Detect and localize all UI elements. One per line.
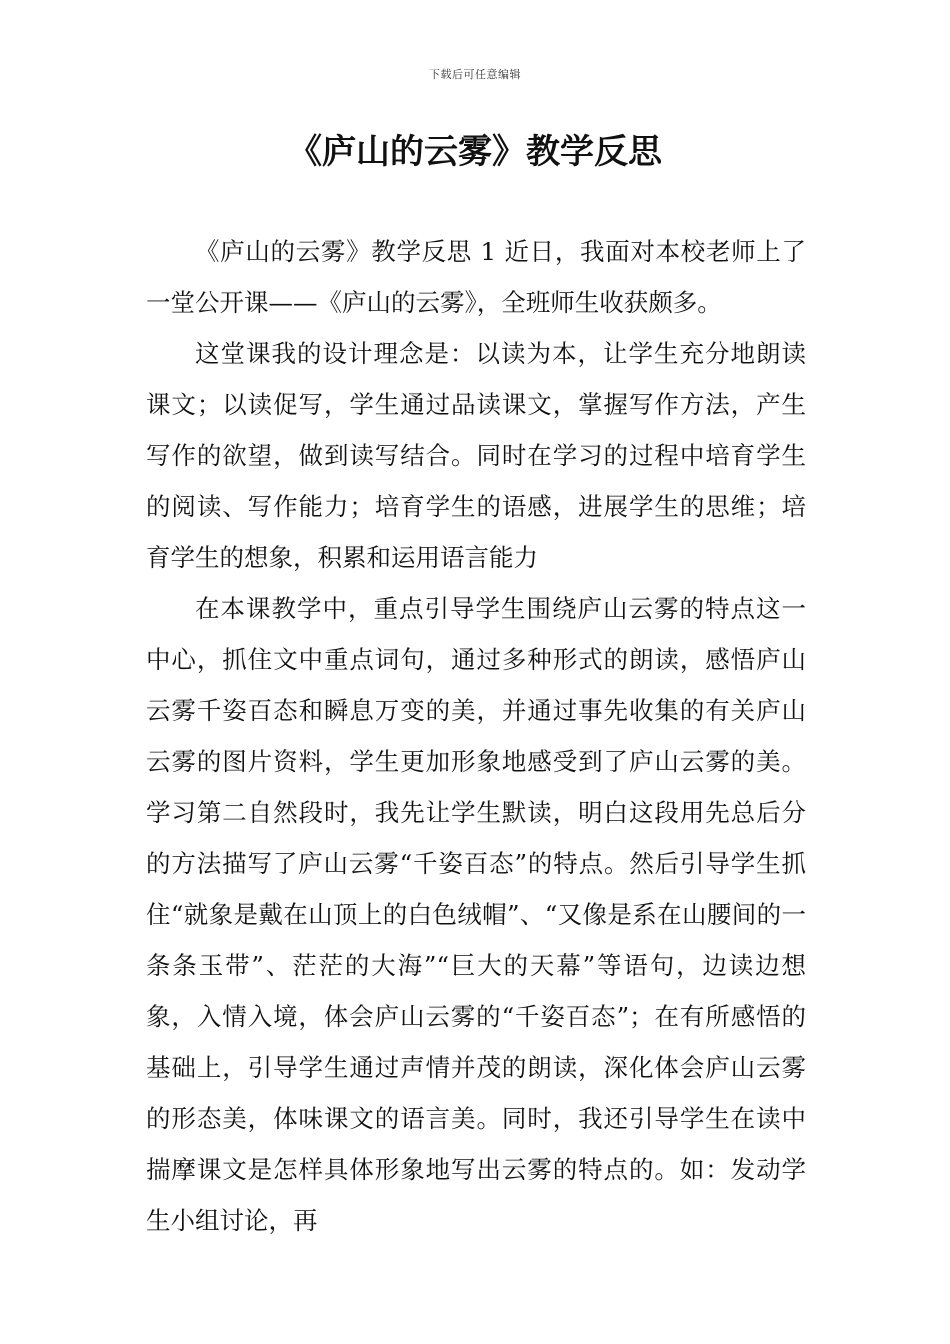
document-body	[146, 226, 806, 1246]
document-title: 《庐山的云雾》教学反思	[288, 132, 662, 172]
header-note: 下载后可任意编辑	[429, 68, 521, 81]
paragraph: 《庐山的云雾》教学反思 1 近日，我面对本校老师上了一堂公开课——《庐山的云雾》，全班师生收获颇多。	[146, 237, 806, 317]
paragraph: 在本课教学中，重点引导学生围绕庐山云雾的特点这一中心，抓住文中重点词句，通过多种形式的朗读，感悟庐山云雾千姿百态和瞬息万变的美，并通过事先收集的有关庐山云雾的图片资料，学生更加形象地感受到了庐山云雾的美。学习第二自然段时，我先让学生默读，明白这段用先总后分的方法描写了庐山云雾“千姿百态”的特点。然后引导学生抓住“就象是戴在山顶上的白色绒帽”、“又像是系在山腰间的一条条玉带”、茫茫的大海”“巨大的天幕”等语句，边读边想象，入情入境，体会庐山云雾的“千姿百态”；在有所感悟的基础上，引导学生通过声情并茂的朗读，深化体会庐山云雾的形态美，体味课文的语言美。同时，我还引导学生在读中揣摩课文是怎样具体形象地写出云雾的特点的。如：发动学生小组讨论，再	[146, 594, 806, 1235]
paragraph: 这堂课我的设计理念是：以读为本，让学生充分地朗读课文；以读促写，学生通过品读课文，掌握写作方法，产生写作的欲望，做到读写结合。同时在学习的过程中培育学生的阅读、写作能力；培育学生的语感，进展学生的思维；培育学生的想象，积累和运用语言能力	[146, 339, 806, 572]
